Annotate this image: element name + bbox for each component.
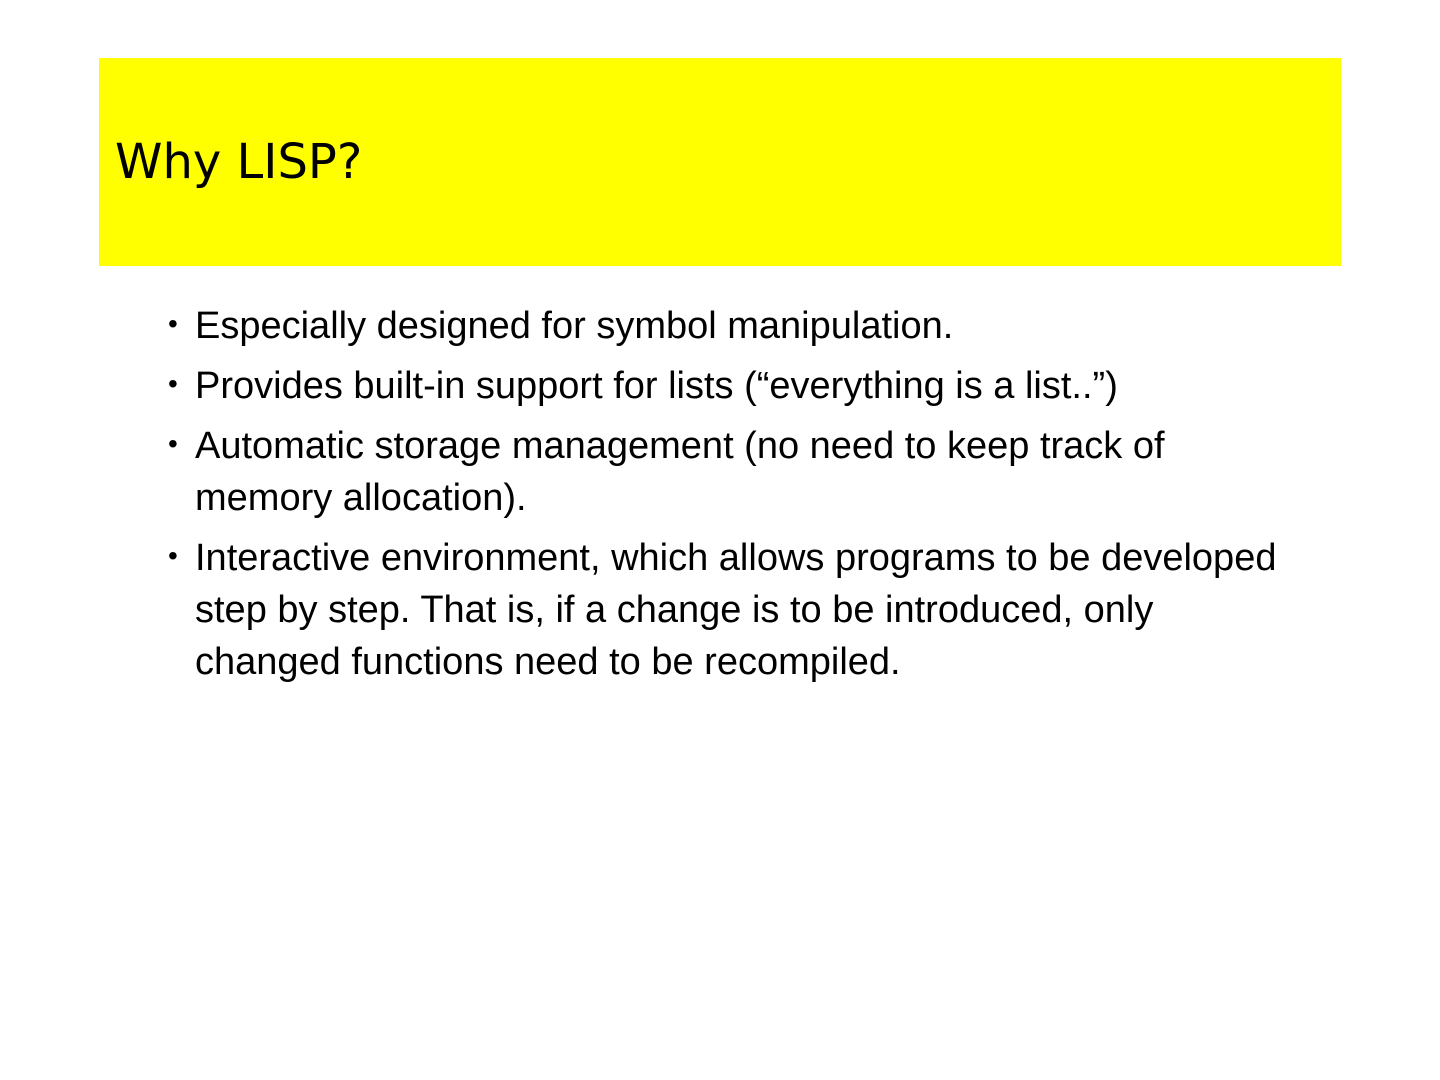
bullet-icon: •: [168, 540, 178, 571]
bullet-icon: •: [168, 308, 178, 339]
bullet-text: Especially designed for symbol manipulation.: [195, 305, 954, 347]
bullet-text: Interactive environment, which allows programs to be developed step by step. That is, if a change is to be introduced, only changed functions need to be recompiled.: [195, 537, 1277, 683]
bullet-text: Provides built-in support for lists (“everything is a list..”): [195, 365, 1118, 407]
bullet-item: [168, 532, 1308, 688]
bullet-text: Automatic storage management (no need to keep track of memory allocation).: [195, 425, 1165, 519]
title-banner: [99, 58, 1341, 266]
slide-title: Why LISP?: [115, 134, 363, 190]
bullet-item: [168, 360, 1308, 412]
bullet-item: [168, 300, 1308, 352]
bullet-icon: •: [168, 368, 178, 399]
bullet-list: [168, 300, 1308, 696]
bullet-icon: •: [168, 428, 178, 459]
bullet-item: [168, 420, 1308, 524]
